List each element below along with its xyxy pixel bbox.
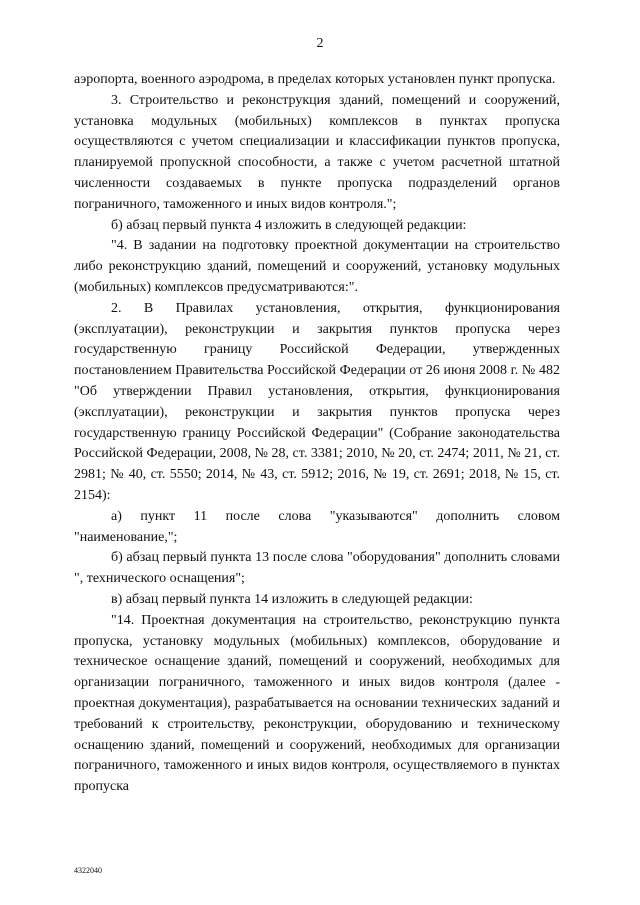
document-body (74, 70, 560, 798)
paragraph-5: 2. В Правилах установления, открытия, функционирования (эксплуатации), реконструкции и закрытия пунктов пропуска через государственную границу Российской Федерации, утвержденных постановлением Правительства Российской Федерации от 26 июня 2008 г. № 482 "Об утверждении Правил установления, открытия, функционирования (эксплуатации), реконструкции и закрытия пунктов пропуска через государственную границу Российской Федерации" (Собрание законодательства Российской Федерации, 2008, № 28, ст. 3381; 2010, № 20, ст. 2474; 2011, № 21, ст. 2981; № 40, ст. 5550; 2014, № 43, ст. 5912; 2016, № 19, ст. 2691; 2018, № 15, ст. 2154): (74, 300, 560, 503)
document-code: 4322040 (74, 866, 102, 875)
paragraph-9: "14. Проектная документация на строительство, реконструкцию пункта пропуска, установку модульных (мобильных) комплексов, оборудование и техническое оснащение зданий, помещений и сооружений, необходимых для организации пограничного, таможенного и иных видов контроля (далее - проектная документация), разрабатывается на основании технических заданий и требований к строительству, реконструкции, оборудованию и техническому оснащению зданий, помещений и сооружений, необходимых для организации пограничного, таможенного и иных видов контроля, осуществляемого в пунктах пропуска (74, 612, 560, 795)
paragraph-1: аэропорта, военного аэродрома, в пределах которых установлен пункт пропуска. (74, 72, 556, 87)
paragraph-2: 3. Строительство и реконструкция зданий, помещений и сооружений, установка модульных (мобильных) комплексов в пунктах пропуска осуществляются с учетом специализации и классификации пунктов пропуска, планируемой пропускной способности, а также с учетом расчетной штатной численности создаваемых в пункте пропуска подразделений органов пограничного, таможенного и иных видов контроля."; (74, 92, 560, 212)
paragraph-6: а) пункт 11 после слова "указываются" дополнить словом "наименование,"; (74, 508, 560, 545)
page-number: 2 (316, 36, 324, 51)
paragraph-8: в) абзац первый пункта 14 изложить в следующей редакции: (111, 591, 473, 607)
paragraph-4: "4. В задании на подготовку проектной документации на строительство либо реконструкцию зданий, помещений и сооружений, установку модульных (мобильных) комплексов предусматриваются:". (74, 238, 560, 295)
paragraph-3: б) абзац первый пункта 4 изложить в следующей редакции: (111, 217, 467, 233)
paragraph-7: б) абзац первый пункта 13 после слова "оборудования" дополнить словами ", технического оснащения"; (74, 550, 560, 587)
